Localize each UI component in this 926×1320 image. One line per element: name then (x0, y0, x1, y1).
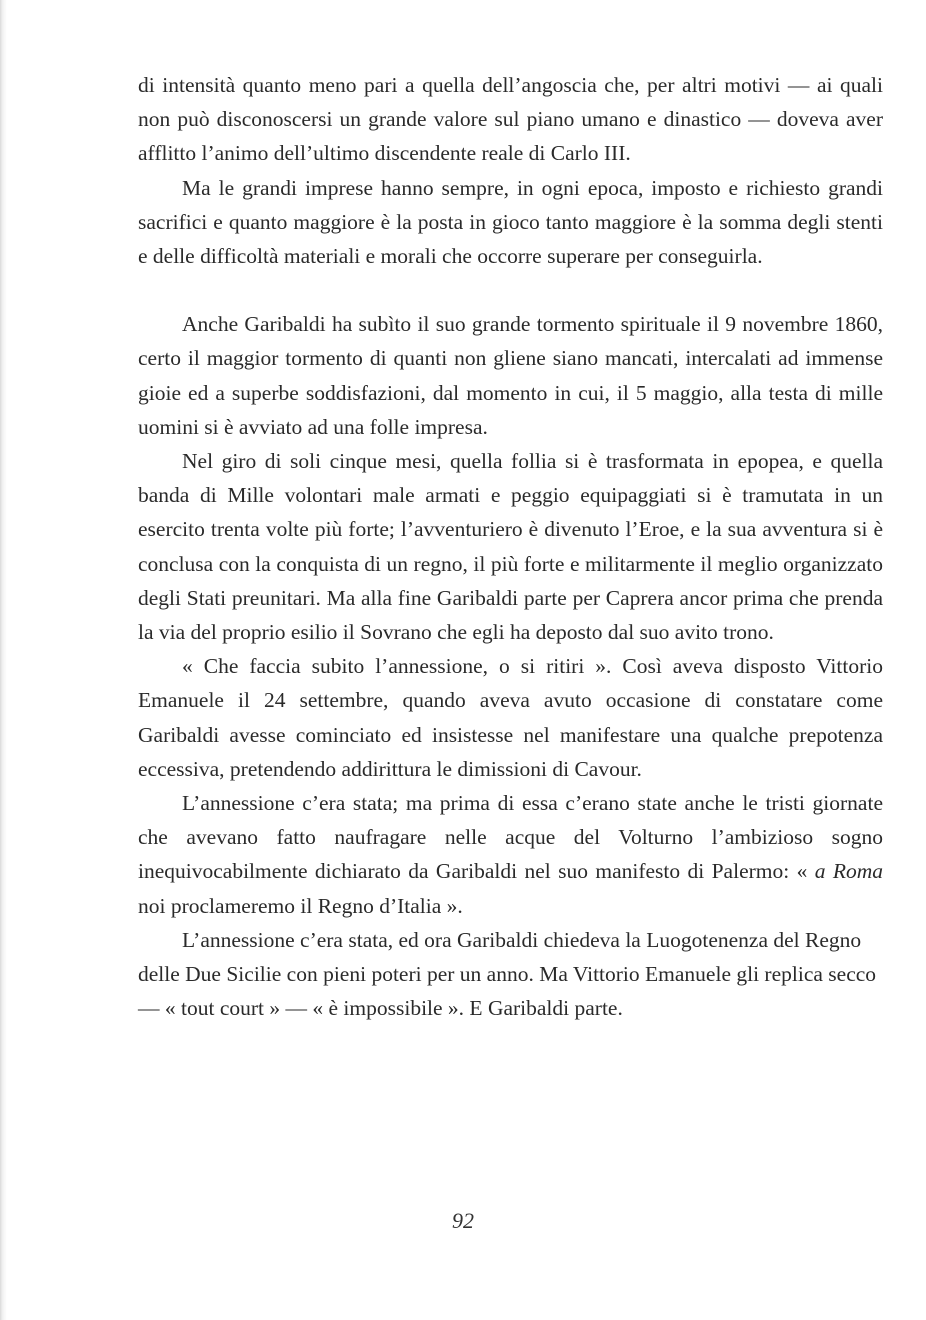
paragraph-6-text-before: L’annessione c’era stata; ma prima di essa c’erano state anche le tristi giornate che avevano fatto naufragare nelle acque del Volturno l’ambizioso sogno inequivocabilmente dichiarato da Garibaldi nel suo manifesto di Palermo: « (138, 791, 883, 884)
paragraph-7: L’annessione c’era stata, ed ora Garibaldi chiedeva la Luogotenenza del Regno delle Due Sicilie con pieni poteri per un anno. Ma Vittorio Emanuele gli replica secco — « tout court » — « è impossibile ». E Garibaldi parte. (138, 927, 877, 1021)
paragraph-6-text-after: noi proclameremo il Regno d’Italia ». (138, 893, 463, 918)
page-binding-edge (0, 0, 7, 1320)
paragraph-5: « Che faccia subito l’annessione, o si ritiri ». Così aveva disposto Vittorio Emanuele il 24 settembre, quando aveva avuto occasione di constatare come Garibaldi avesse cominciato ed insistesse nel manifestare una qualche prepotenza eccessiva, pretendendo addirittura le dimissioni di Cavour. (138, 654, 883, 781)
paragraph-6-italic-phrase: a Roma (814, 859, 883, 884)
paragraph-4: Nel giro di soli cinque mesi, quella follia si è trasformata in epopea, e quella banda di Mille volontari male armati e peggio equipaggiati si è tramutata in un esercito trenta volte più forte; l’avventuriero è divenuto l’Eroe, e la sua avventura si è conclusa con la conquista di un regno, il più forte e militarmente il meglio organizzato degli Stati preunitari. Ma alla fine Garibaldi parte per Caprera ancor prima che prenda la via del proprio esilio il Sovrano che egli ha deposto dal suo avito trono. (138, 449, 883, 645)
paragraph-6 (138, 786, 883, 923)
paragraph-2: Ma le grandi imprese hanno sempre, in ogni epoca, imposto e richiesto grandi sacrifici e quanto maggiore è la posta in gioco tanto maggiore è la somma degli stenti e delle difficoltà materiali e morali che occorre superare per conseguirla. (138, 175, 883, 269)
page-body (138, 68, 883, 1025)
paragraph-3: Anche Garibaldi ha subìto il suo grande tormento spirituale il 9 novembre 1860, certo il maggior tormento di quanti non gliene siano mancati, intercalati ad immense gioie ed a superbe soddisfazioni, dal momento in cui, il 5 maggio, alla testa di mille uomini si è avviato ad una folle impresa. (138, 312, 883, 439)
page-number: 92 (452, 1208, 474, 1233)
paragraph-1: di intensità quanto meno pari a quella dell’angoscia che, per altri motivi — ai quali non può disconoscersi un grande valore sul piano umano e dinastico — doveva aver afflitto l’animo dell’ultimo discendente reale di Carlo III. (138, 73, 883, 166)
